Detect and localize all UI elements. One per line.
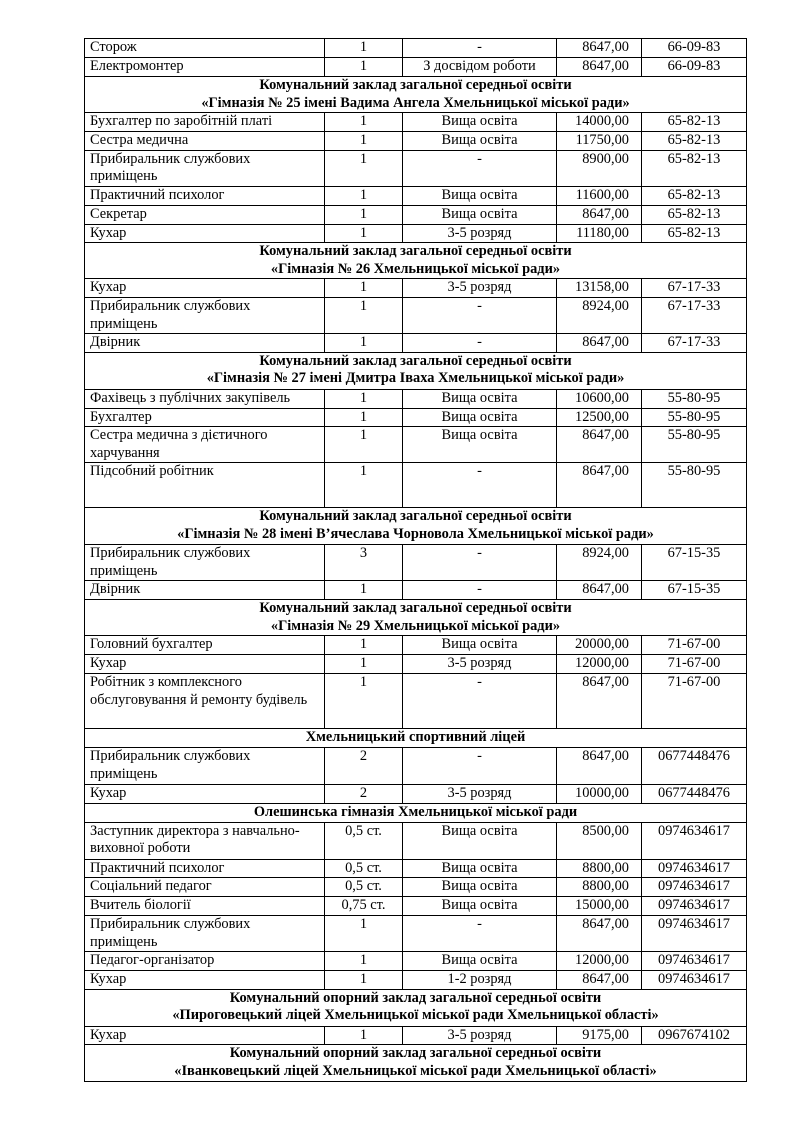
position-cell: Підсобний робітник bbox=[85, 463, 325, 508]
institution-name-line: Хмельницький спортивний ліцей bbox=[305, 729, 526, 745]
salary-cell: 11600,00 bbox=[557, 186, 642, 205]
position-cell: Секретар bbox=[85, 205, 325, 224]
phone-cell: 0677448476 bbox=[642, 785, 747, 804]
vacancy-row bbox=[85, 859, 747, 878]
salary-cell: 11750,00 bbox=[557, 132, 642, 151]
requirements-cell: - bbox=[403, 150, 557, 186]
count-cell: 1 bbox=[325, 971, 403, 990]
vacancy-row bbox=[85, 132, 747, 151]
vacancy-row bbox=[85, 463, 747, 508]
vacancy-row bbox=[85, 39, 747, 58]
count-cell: 1 bbox=[325, 334, 403, 353]
requirements-cell: Вища освіта bbox=[403, 205, 557, 224]
vacancy-row bbox=[85, 822, 747, 859]
requirements-cell: - bbox=[403, 463, 557, 508]
institution-name bbox=[85, 352, 747, 389]
position-cell: Прибиральник службових приміщень bbox=[85, 748, 325, 785]
requirements-cell: Вища освіта bbox=[403, 408, 557, 427]
count-cell: 1 bbox=[325, 224, 403, 243]
position-cell: Робітник з комплексного обслуговування й ремонту будівель bbox=[85, 674, 325, 729]
institution-name bbox=[85, 508, 747, 545]
salary-cell: 8647,00 bbox=[557, 916, 642, 952]
vacancy-table-body bbox=[85, 39, 747, 1082]
salary-cell: 12000,00 bbox=[557, 655, 642, 674]
requirements-cell: - bbox=[403, 334, 557, 353]
position-cell: Електромонтер bbox=[85, 58, 325, 77]
institution-name bbox=[85, 77, 747, 113]
count-cell: 3 bbox=[325, 545, 403, 581]
requirements-cell: - bbox=[403, 674, 557, 729]
salary-cell: 8924,00 bbox=[557, 298, 642, 334]
position-cell: Сестра медична з дієтичного харчування bbox=[85, 427, 325, 463]
phone-cell: 0677448476 bbox=[642, 748, 747, 785]
position-cell: Прибиральник службових приміщень bbox=[85, 298, 325, 334]
requirements-cell: - bbox=[403, 545, 557, 581]
salary-cell: 8647,00 bbox=[557, 39, 642, 58]
count-cell: 1 bbox=[325, 427, 403, 463]
count-cell: 1 bbox=[325, 952, 403, 971]
position-cell: Кухар bbox=[85, 224, 325, 243]
salary-cell: 12500,00 bbox=[557, 408, 642, 427]
institution-header-row bbox=[85, 508, 747, 545]
requirements-cell: 3-5 розряд bbox=[403, 655, 557, 674]
requirements-cell: Вища освіта bbox=[403, 859, 557, 878]
requirements-cell: Вища освіта bbox=[403, 897, 557, 916]
requirements-cell: - bbox=[403, 748, 557, 785]
vacancy-row bbox=[85, 427, 747, 463]
position-cell: Кухар bbox=[85, 279, 325, 298]
vacancy-row bbox=[85, 655, 747, 674]
phone-cell: 66-09-83 bbox=[642, 39, 747, 58]
institution-name-line: Комунальний заклад загальної середньої освіти bbox=[259, 77, 572, 93]
salary-cell: 8647,00 bbox=[557, 463, 642, 508]
requirements-cell: - bbox=[403, 39, 557, 58]
salary-cell: 8647,00 bbox=[557, 58, 642, 77]
phone-cell: 65-82-13 bbox=[642, 205, 747, 224]
requirements-cell: Вища освіта bbox=[403, 389, 557, 408]
salary-cell: 9175,00 bbox=[557, 1026, 642, 1045]
requirements-cell: - bbox=[403, 298, 557, 334]
requirements-cell: - bbox=[403, 581, 557, 600]
institution-name bbox=[85, 729, 747, 748]
phone-cell: 67-17-33 bbox=[642, 334, 747, 353]
phone-cell: 0974634617 bbox=[642, 822, 747, 859]
position-cell: Вчитель біології bbox=[85, 897, 325, 916]
vacancy-row bbox=[85, 224, 747, 243]
vacancy-row bbox=[85, 334, 747, 353]
position-cell: Практичний психолог bbox=[85, 859, 325, 878]
phone-cell: 71-67-00 bbox=[642, 674, 747, 729]
institution-name bbox=[85, 1045, 747, 1082]
institution-name-line: «Іванковецький ліцей Хмельницької міської ради Хмельницької області» bbox=[174, 1062, 657, 1079]
count-cell: 1 bbox=[325, 463, 403, 508]
phone-cell: 0974634617 bbox=[642, 859, 747, 878]
institution-name-line: «Гімназія № 28 імені В’ячеслава Чорновола Хмельницької міської ради» bbox=[177, 525, 654, 542]
position-cell: Фахівець з публічних закупівель bbox=[85, 389, 325, 408]
institution-name-line: Комунальний заклад загальної середньої освіти bbox=[259, 243, 572, 259]
count-cell: 1 bbox=[325, 389, 403, 408]
phone-cell: 67-17-33 bbox=[642, 298, 747, 334]
position-cell: Соціальний педагог bbox=[85, 878, 325, 897]
requirements-cell: З досвідом роботи bbox=[403, 58, 557, 77]
vacancy-table bbox=[84, 38, 747, 1082]
position-cell: Кухар bbox=[85, 785, 325, 804]
count-cell: 1 bbox=[325, 674, 403, 729]
count-cell: 1 bbox=[325, 916, 403, 952]
requirements-cell: Вища освіта bbox=[403, 132, 557, 151]
salary-cell: 8647,00 bbox=[557, 971, 642, 990]
institution-header-row bbox=[85, 600, 747, 636]
phone-cell: 0974634617 bbox=[642, 952, 747, 971]
institution-name bbox=[85, 600, 747, 636]
institution-name-line: Комунальний заклад загальної середньої освіти bbox=[259, 600, 572, 616]
vacancy-row bbox=[85, 1026, 747, 1045]
position-cell: Двірник bbox=[85, 581, 325, 600]
count-cell: 0,5 ст. bbox=[325, 859, 403, 878]
count-cell: 1 bbox=[325, 58, 403, 77]
phone-cell: 67-15-35 bbox=[642, 545, 747, 581]
count-cell: 0,5 ст. bbox=[325, 822, 403, 859]
position-cell: Прибиральник службових приміщень bbox=[85, 150, 325, 186]
position-cell: Кухар bbox=[85, 1026, 325, 1045]
position-cell: Двірник bbox=[85, 334, 325, 353]
vacancy-row bbox=[85, 113, 747, 132]
institution-name-line: «Гімназія № 29 Хмельницької міської ради» bbox=[270, 617, 561, 634]
vacancy-row bbox=[85, 897, 747, 916]
count-cell: 1 bbox=[325, 205, 403, 224]
position-cell: Педагог-організатор bbox=[85, 952, 325, 971]
count-cell: 1 bbox=[325, 655, 403, 674]
vacancy-row bbox=[85, 748, 747, 785]
phone-cell: 67-15-35 bbox=[642, 581, 747, 600]
count-cell: 1 bbox=[325, 150, 403, 186]
count-cell: 1 bbox=[325, 132, 403, 151]
salary-cell: 11180,00 bbox=[557, 224, 642, 243]
requirements-cell: - bbox=[403, 916, 557, 952]
phone-cell: 65-82-13 bbox=[642, 224, 747, 243]
salary-cell: 8647,00 bbox=[557, 334, 642, 353]
salary-cell: 8900,00 bbox=[557, 150, 642, 186]
institution-name-line: Комунальний заклад загальної середньої освіти bbox=[259, 352, 572, 369]
vacancy-row bbox=[85, 279, 747, 298]
position-cell: Практичний психолог bbox=[85, 186, 325, 205]
requirements-cell: 3-5 розряд bbox=[403, 224, 557, 243]
count-cell: 1 bbox=[325, 298, 403, 334]
institution-header-row bbox=[85, 1045, 747, 1082]
count-cell: 1 bbox=[325, 1026, 403, 1045]
position-cell: Бухгалтер по заробітній платі bbox=[85, 113, 325, 132]
requirements-cell: Вища освіта bbox=[403, 952, 557, 971]
salary-cell: 13158,00 bbox=[557, 279, 642, 298]
count-cell: 1 bbox=[325, 39, 403, 58]
count-cell: 2 bbox=[325, 748, 403, 785]
salary-cell: 8647,00 bbox=[557, 205, 642, 224]
vacancy-row bbox=[85, 971, 747, 990]
salary-cell: 8647,00 bbox=[557, 748, 642, 785]
institution-name-line: «Гімназія № 26 Хмельницької міської ради» bbox=[270, 260, 561, 277]
institution-name-line: Олешинська гімназія Хмельницької міської ради bbox=[253, 804, 578, 820]
vacancy-row bbox=[85, 878, 747, 897]
salary-cell: 12000,00 bbox=[557, 952, 642, 971]
phone-cell: 0967674102 bbox=[642, 1026, 747, 1045]
vacancy-row bbox=[85, 581, 747, 600]
salary-cell: 20000,00 bbox=[557, 636, 642, 655]
position-cell: Прибиральник службових приміщень bbox=[85, 916, 325, 952]
institution-header-row bbox=[85, 729, 747, 748]
salary-cell: 10600,00 bbox=[557, 389, 642, 408]
requirements-cell: Вища освіта bbox=[403, 878, 557, 897]
requirements-cell: 3-5 розряд bbox=[403, 785, 557, 804]
institution-name bbox=[85, 989, 747, 1026]
phone-cell: 55-80-95 bbox=[642, 463, 747, 508]
position-cell: Кухар bbox=[85, 655, 325, 674]
institution-header-row bbox=[85, 243, 747, 279]
position-cell: Прибиральник службових приміщень bbox=[85, 545, 325, 581]
institution-name bbox=[85, 804, 747, 823]
position-cell: Головний бухгалтер bbox=[85, 636, 325, 655]
count-cell: 1 bbox=[325, 636, 403, 655]
phone-cell: 67-17-33 bbox=[642, 279, 747, 298]
salary-cell: 10000,00 bbox=[557, 785, 642, 804]
institution-name-line: Комунальний заклад загальної середньої освіти bbox=[259, 508, 572, 524]
phone-cell: 0974634617 bbox=[642, 878, 747, 897]
salary-cell: 15000,00 bbox=[557, 897, 642, 916]
salary-cell: 8647,00 bbox=[557, 427, 642, 463]
salary-cell: 8924,00 bbox=[557, 545, 642, 581]
institution-header-row bbox=[85, 989, 747, 1026]
vacancy-row bbox=[85, 916, 747, 952]
requirements-cell: Вища освіта bbox=[403, 186, 557, 205]
vacancy-row bbox=[85, 58, 747, 77]
phone-cell: 55-80-95 bbox=[642, 427, 747, 463]
vacancy-row bbox=[85, 150, 747, 186]
vacancy-row bbox=[85, 186, 747, 205]
count-cell: 1 bbox=[325, 408, 403, 427]
requirements-cell: 3-5 розряд bbox=[403, 279, 557, 298]
vacancy-row bbox=[85, 952, 747, 971]
position-cell: Заступник директора з навчально-виховної роботи bbox=[85, 822, 325, 859]
vacancy-row bbox=[85, 545, 747, 581]
phone-cell: 0974634617 bbox=[642, 971, 747, 990]
count-cell: 1 bbox=[325, 279, 403, 298]
phone-cell: 55-80-95 bbox=[642, 389, 747, 408]
phone-cell: 71-67-00 bbox=[642, 655, 747, 674]
institution-name-line: Комунальний опорний заклад загальної середньої освіти bbox=[229, 1045, 602, 1061]
institution-name-line: «Гімназія № 27 імені Дмитра Іваха Хмельницької міської ради» bbox=[206, 370, 625, 386]
salary-cell: 8800,00 bbox=[557, 859, 642, 878]
vacancy-row bbox=[85, 674, 747, 729]
position-cell: Сестра медична bbox=[85, 132, 325, 151]
salary-cell: 8647,00 bbox=[557, 581, 642, 600]
requirements-cell: Вища освіта bbox=[403, 822, 557, 859]
phone-cell: 65-82-13 bbox=[642, 113, 747, 132]
requirements-cell: 1-2 розряд bbox=[403, 971, 557, 990]
position-cell: Кухар bbox=[85, 971, 325, 990]
count-cell: 0,75 ст. bbox=[325, 897, 403, 916]
institution-header-row bbox=[85, 352, 747, 389]
vacancy-row bbox=[85, 636, 747, 655]
requirements-cell: Вища освіта bbox=[403, 636, 557, 655]
institution-name-line: Комунальний опорний заклад загальної середньої освіти bbox=[229, 989, 602, 1006]
salary-cell: 14000,00 bbox=[557, 113, 642, 132]
position-cell: Бухгалтер bbox=[85, 408, 325, 427]
count-cell: 1 bbox=[325, 186, 403, 205]
salary-cell: 8647,00 bbox=[557, 674, 642, 729]
institution-header-row bbox=[85, 804, 747, 823]
vacancy-row bbox=[85, 298, 747, 334]
count-cell: 1 bbox=[325, 113, 403, 132]
vacancy-row bbox=[85, 408, 747, 427]
phone-cell: 66-09-83 bbox=[642, 58, 747, 77]
vacancy-row bbox=[85, 785, 747, 804]
phone-cell: 65-82-13 bbox=[642, 186, 747, 205]
salary-cell: 8500,00 bbox=[557, 822, 642, 859]
requirements-cell: Вища освіта bbox=[403, 113, 557, 132]
vacancy-row bbox=[85, 205, 747, 224]
institution-name-line: «Гімназія № 25 імені Вадима Ангела Хмельницької міської ради» bbox=[201, 94, 630, 111]
position-cell: Сторож bbox=[85, 39, 325, 58]
salary-cell: 8800,00 bbox=[557, 878, 642, 897]
institution-header-row bbox=[85, 77, 747, 113]
phone-cell: 65-82-13 bbox=[642, 150, 747, 186]
requirements-cell: Вища освіта bbox=[403, 427, 557, 463]
phone-cell: 71-67-00 bbox=[642, 636, 747, 655]
count-cell: 0,5 ст. bbox=[325, 878, 403, 897]
institution-name bbox=[85, 243, 747, 279]
phone-cell: 65-82-13 bbox=[642, 132, 747, 151]
institution-name-line: «Пироговецький ліцей Хмельницької міської ради Хмельницької області» bbox=[172, 1007, 659, 1023]
phone-cell: 55-80-95 bbox=[642, 408, 747, 427]
count-cell: 1 bbox=[325, 581, 403, 600]
requirements-cell: 3-5 розряд bbox=[403, 1026, 557, 1045]
vacancy-row bbox=[85, 389, 747, 408]
phone-cell: 0974634617 bbox=[642, 897, 747, 916]
phone-cell: 0974634617 bbox=[642, 916, 747, 952]
count-cell: 2 bbox=[325, 785, 403, 804]
